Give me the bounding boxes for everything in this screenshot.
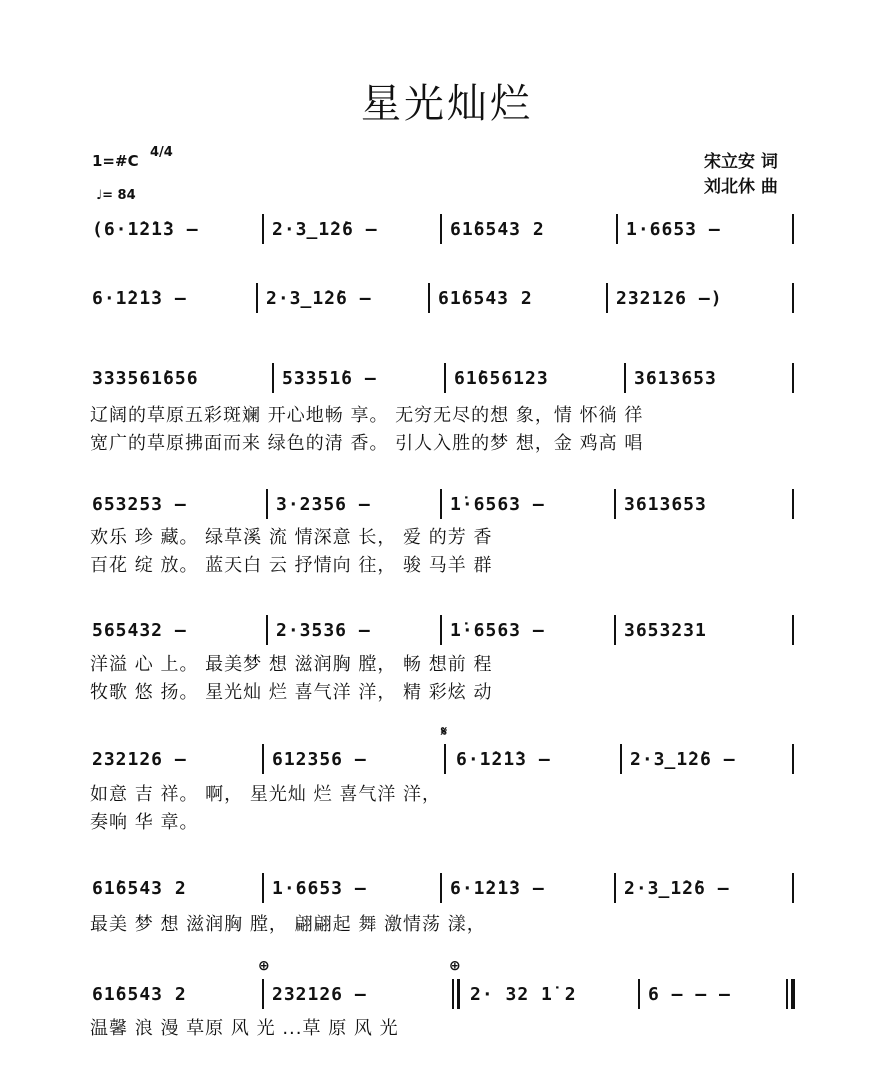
measure: 333561̇656 [92, 368, 199, 389]
barline [444, 363, 446, 393]
barline [606, 283, 608, 313]
lyric-line: 最美 梦 想 滋润胸 膛， 翩翩起 舞 激情荡 漾， [90, 914, 486, 935]
barline-thick [457, 979, 460, 1009]
measure: (6·1̇2̇1̇3 – [92, 219, 199, 240]
coda-sign: ⊕ [258, 958, 270, 974]
measure: 232126 –) [616, 288, 723, 309]
measure: 3613653 [634, 368, 717, 389]
lyric-line: 洋溢 心 上。 最美梦 想 滋润胸 膛， 畅 想前 程 [90, 654, 493, 675]
measure: 2·3̲1̇2̇6 – [272, 219, 378, 240]
tempo-marking: ♩= 84 [96, 188, 136, 203]
barline [792, 283, 794, 313]
segno-sign: 𝄋 [441, 724, 448, 740]
final-barline-thin [786, 979, 788, 1009]
barline [428, 283, 430, 313]
measure: 2·3536 – [276, 620, 371, 641]
barline [266, 615, 268, 645]
measure: 3653231 [624, 620, 707, 641]
measure: 612356 – [272, 749, 367, 770]
measure: 565432 – [92, 620, 187, 641]
lyric-line: 百花 绽 放。 蓝天白 云 抒情向 往， 骏 马羊 群 [90, 555, 493, 576]
measure: 3613653 [624, 494, 707, 515]
barline [614, 489, 616, 519]
barline [262, 214, 264, 244]
song-title: 星光灿烂 [361, 81, 533, 127]
composer-credit: 刘北休 曲 [704, 177, 778, 197]
barline [262, 744, 264, 774]
barline [256, 283, 258, 313]
lyric-line: 辽阔的草原五彩斑斓 开心地畅 享。 无穷无尽的想 象，情 怀徜 徉 [90, 405, 644, 426]
barline [614, 873, 616, 903]
measure: 1·6653 – [626, 219, 721, 240]
barline [792, 744, 794, 774]
barline [262, 873, 264, 903]
barline [614, 615, 616, 645]
measure: 6·1̇2̇1̇3 – [450, 878, 545, 899]
measure: 61̇6543 2 [92, 878, 187, 899]
final-barline-thick [791, 979, 795, 1009]
barline [792, 363, 794, 393]
barline [440, 214, 442, 244]
measure: 232126 – [272, 984, 367, 1005]
barline [792, 489, 794, 519]
barline [440, 873, 442, 903]
lyric-line: 宽广的草原拂面而来 绿色的清 香。 引人入胜的梦 想，金 鸡高 唱 [90, 433, 644, 454]
time-signature-text: 4/4 [150, 145, 173, 160]
measure: 6 – – – [648, 984, 731, 1005]
measure: 2·3̲1̇2̇6 – [630, 749, 736, 770]
barline [440, 615, 442, 645]
barline [792, 873, 794, 903]
lyric-line: 欢乐 珍 藏。 绿草溪 流 情深意 长， 爱 的芳 香 [90, 527, 493, 548]
measure: 232126 – [92, 749, 187, 770]
lyric-line: 牧歌 悠 扬。 星光灿 烂 喜气洋 洋， 精 彩炫 动 [90, 682, 493, 703]
measure: 61̇656123 [454, 368, 549, 389]
measure: 6·1̇2̇1̇3 – [456, 749, 551, 770]
measure: 61̇6543 2 [92, 984, 187, 1005]
measure: 61̇6543 2 [438, 288, 533, 309]
measure: 3·2356 – [276, 494, 371, 515]
barline [262, 979, 264, 1009]
measure: 1·6653 – [272, 878, 367, 899]
measure: 2·3̲1̇2̇6 – [624, 878, 730, 899]
barline [792, 214, 794, 244]
measure: 653253 – [92, 494, 187, 515]
measure: 61̇6543 2 [450, 219, 545, 240]
barline [616, 214, 618, 244]
coda-sign: ⊕ [449, 958, 461, 974]
measure: 1̇·6563 – [450, 494, 545, 515]
barline [620, 744, 622, 774]
lyric-line: 温馨 浪 漫 草原 风 光 ...草 原 风 光 [90, 1018, 399, 1039]
barline [266, 489, 268, 519]
measure: 1̇·6563 – [450, 620, 545, 641]
barline [624, 363, 626, 393]
time-signature [150, 146, 173, 159]
barline [444, 744, 446, 774]
measure: 2· 32 1̇ 2 [470, 984, 577, 1005]
barline [452, 979, 454, 1009]
barline [792, 615, 794, 645]
measure: 53351̇6 – [282, 368, 377, 389]
key-signature: 1=#C [92, 152, 139, 170]
barline [272, 363, 274, 393]
barline [440, 489, 442, 519]
lyricist-credit: 宋立安 词 [704, 152, 778, 172]
lyric-line: 奏响 华 章。 [90, 812, 199, 833]
barline [638, 979, 640, 1009]
measure: 6·1̇2̇1̇3 – [92, 288, 187, 309]
lyric-line: 如意 吉 祥。 啊， 星光灿 烂 喜气洋 洋， [90, 784, 442, 805]
measure: 2·3̲1̇2̇6 – [266, 288, 372, 309]
